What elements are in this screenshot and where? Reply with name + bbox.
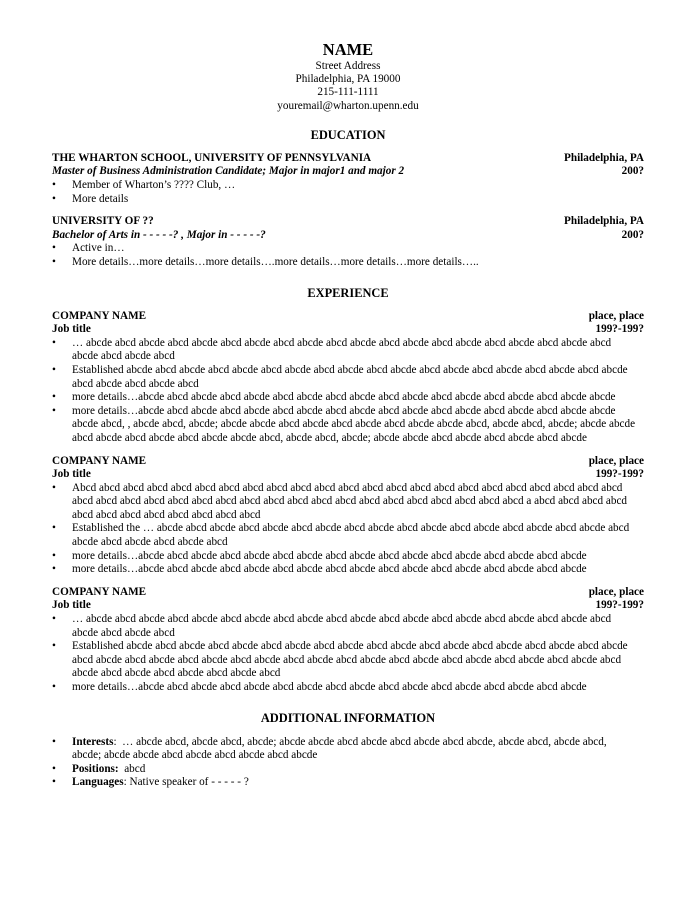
degree: Bachelor of Arts in - - - - -? , Major in - - - - -?: [52, 228, 266, 241]
experience-bullets: [52, 337, 644, 446]
bullet-icon: •: [52, 522, 56, 535]
list-item: [52, 613, 644, 640]
list-item: [52, 522, 644, 549]
experience-entry: [52, 586, 644, 695]
list-item: [52, 736, 644, 763]
list-item: [52, 681, 644, 695]
list-item: [52, 364, 644, 391]
text-line: Native speaker of - - - - - ?: [129, 776, 249, 789]
bullet-icon: •: [52, 336, 56, 349]
text-line: Member of Wharton’s ???? Club, …: [72, 179, 236, 191]
list-item: [52, 563, 644, 577]
text-line: More details…more details…more details….more details…more details…more details…..: [72, 255, 479, 268]
education-bullets: [52, 179, 644, 206]
degree: Master of Business Administration Candidate; Major in major1 and major 2: [52, 165, 405, 178]
text-line: … abcde abcd, abcde abcd, abcde; abcde abcde abcd abcde abcd abcde abcd abcde, abcde abcd, abcde abcd,: [122, 735, 607, 748]
job-dates: 199?-199?: [595, 323, 644, 336]
text-line: :: [113, 735, 123, 748]
list-item: [52, 179, 644, 193]
text-line: abcd: [124, 762, 146, 775]
text-line: more details…abcde abcd abcde abcd abcde abcd abcde abcd abcde abcd abcde abcd abcde abcd abcde abcd abcde: [72, 549, 587, 562]
text-line: … abcde abcd abcde abcd abcde abcd abcde abcd abcde abcd abcde abcd abcde abcd abcde abcd abcde abcd abcde abcd: [72, 613, 612, 626]
company-name: COMPANY NAME: [52, 454, 147, 467]
experience-entry: [52, 310, 644, 446]
text-line: abcd abcde abcd abcde abcd abcde abcde abcd, abcde abcd, abcde; abcde abcde abcd abcde abcd abcde abcd abcde: [72, 431, 587, 444]
graduation-year: 200?: [621, 165, 644, 178]
list-item: [52, 405, 644, 446]
text-line: Active in…: [72, 242, 125, 255]
text-line: abcd abcde abcd abcde abcd abcde abcd abcde abcd abcde abcd abcde abcd abcde abcd abcde abcd abcde abcd abcde abcd: [72, 653, 622, 666]
education-entry: [52, 152, 644, 206]
text-line: more details…abcde abcd abcde abcd abcde abcd abcde abcd abcde abcd abcde abcd abcde abcd abcde abcd abcde: [72, 681, 587, 693]
company-place: place, place: [588, 454, 644, 467]
company-name: COMPANY NAME: [52, 309, 147, 322]
job-title: Job title: [52, 323, 91, 336]
bullet-icon: •: [52, 481, 56, 494]
text-line: Abcd abcd abcd abcd abcd abcd abcd abcd abcd abcd abcd abcd abcd abcd abcd abcd abcd abcd abcd abcd abcd abcd abcd: [72, 481, 623, 494]
list-item: [52, 391, 644, 405]
list-item: [52, 193, 644, 207]
education-heading: EDUCATION: [310, 127, 386, 142]
text-line: Established abcde abcd abcde abcd abcde abcd abcde abcd abcde abcd abcde abcd abcde abcd abcde abcd abcde abcd abcde: [72, 640, 628, 653]
list-item: [52, 256, 644, 270]
bullet-icon: •: [52, 776, 56, 789]
text-line: abcd abcd abcd abcd abcd abcd abcd abcd: [72, 508, 261, 521]
bullet-icon: •: [52, 179, 56, 191]
languages-label: Languages: [72, 776, 124, 789]
text-line: abcde; abcde abcde abcd abcde abcd abcde abcd abcde: [72, 749, 318, 762]
bullet-icon: •: [52, 255, 56, 268]
positions-label: Positions:: [72, 762, 119, 775]
job-title: Job title: [52, 468, 91, 481]
text-line: … abcde abcd abcde abcd abcde abcd abcde abcd abcde abcd abcde abcd abcde abcd abcde abcd abcde abcd abcde abcd: [72, 336, 612, 349]
school-location: Philadelphia, PA: [564, 215, 644, 228]
additional-info-list: [52, 736, 644, 790]
city-state-zip: Philadelphia, PA 19000: [295, 73, 401, 86]
text-line: more details…abcde abcd abcde abcd abcde abcd abcde abcd abcde abcd abcde abcd abcde abcd abcde abcd abcde abcde: [72, 404, 616, 417]
bullet-icon: •: [52, 640, 56, 653]
bullet-icon: •: [52, 735, 56, 748]
list-item: [52, 242, 644, 256]
bullet-icon: •: [52, 391, 56, 404]
list-item: [52, 776, 644, 790]
contact-header: [52, 40, 644, 113]
text-line: more details…abcde abcd abcde abcd abcde abcd abcde abcd abcde abcd abcde abcd abcde abcd abcde abcd abcde abcde: [72, 391, 616, 404]
text-line: abcde abcd, , abcde abcd, abcde; abcde abcde abcd abcde abcd abcde abcd abcde abcde abcd, abcde abcd, abcde; abcde abcde: [72, 418, 636, 431]
text-line: :: [123, 776, 130, 789]
text-line: abcd abcde abcd abcde abcd: [72, 377, 199, 390]
school-location: Philadelphia, PA: [564, 151, 644, 164]
additional-info-heading: ADDITIONAL INFORMATION: [260, 710, 436, 725]
job-dates: 199?-199?: [595, 468, 644, 481]
text-line: abcde abcd abcde abcd: [72, 626, 175, 639]
experience-entry: [52, 455, 644, 577]
text-line: abcd abcd abcd abcd abcd abcd abcd abcd abcd abcd abcd abcd abcd abcd abcd abcd abcd abcd abcd a abcd abcd abcd abcd: [72, 495, 628, 508]
text-line: abcde abcd abcde abcd abcde abcd: [72, 536, 228, 549]
school-name: UNIVERSITY OF ??: [52, 215, 154, 228]
bullet-icon: •: [52, 404, 56, 417]
list-item: [52, 482, 644, 523]
text-line: More details: [72, 192, 129, 205]
experience-heading: EXPERIENCE: [307, 285, 389, 300]
list-item: [52, 763, 644, 777]
education-entry: [52, 215, 644, 269]
bullet-icon: •: [52, 563, 56, 576]
list-item: [52, 640, 644, 681]
bullet-icon: •: [52, 762, 56, 775]
text-line: Established abcde abcd abcde abcd abcde abcd abcde abcd abcde abcd abcde abcd abcde abcd abcde abcd abcde abcd abcde: [72, 363, 628, 376]
bullet-icon: •: [52, 363, 56, 376]
text-line: more details…abcde abcd abcde abcd abcde abcd abcde abcd abcde abcd abcde abcd abcde abcd abcde abcd abcde: [72, 563, 587, 576]
text-line: Established the … abcde abcd abcde abcd abcde abcd abcde abcd abcde abcd abcde abcd abcde abcd abcde abcd abcde abcd: [72, 522, 630, 535]
job-dates: 199?-199?: [595, 599, 644, 612]
company-place: place, place: [588, 309, 644, 322]
text-line: abcde abcd abcde abcd abcde abcd abcde abcd: [72, 667, 281, 680]
bullet-icon: •: [52, 613, 56, 626]
bullet-icon: •: [52, 549, 56, 562]
graduation-year: 200?: [621, 228, 644, 241]
list-item: [52, 550, 644, 564]
bullet-icon: •: [52, 242, 56, 255]
bullet-icon: •: [52, 192, 56, 205]
email-address: youremail@wharton.upenn.edu: [277, 99, 419, 112]
candidate-name: NAME: [322, 40, 374, 59]
bullet-icon: •: [52, 681, 56, 693]
company-name: COMPANY NAME: [52, 585, 147, 598]
school-name: THE WHARTON SCHOOL, UNIVERSITY OF PENNSYLVANIA: [52, 151, 372, 164]
job-title: Job title: [52, 599, 91, 612]
education-bullets: [52, 242, 644, 269]
text-line: abcde abcd abcde abcd: [72, 350, 175, 363]
experience-bullets: [52, 613, 644, 695]
company-place: place, place: [588, 585, 644, 598]
street-address: Street Address: [315, 60, 381, 72]
interests-label: Interests: [72, 735, 114, 748]
list-item: [52, 337, 644, 364]
experience-bullets: [52, 482, 644, 577]
phone-number: 215-111-1111: [317, 86, 379, 99]
resume-page: [52, 40, 644, 790]
